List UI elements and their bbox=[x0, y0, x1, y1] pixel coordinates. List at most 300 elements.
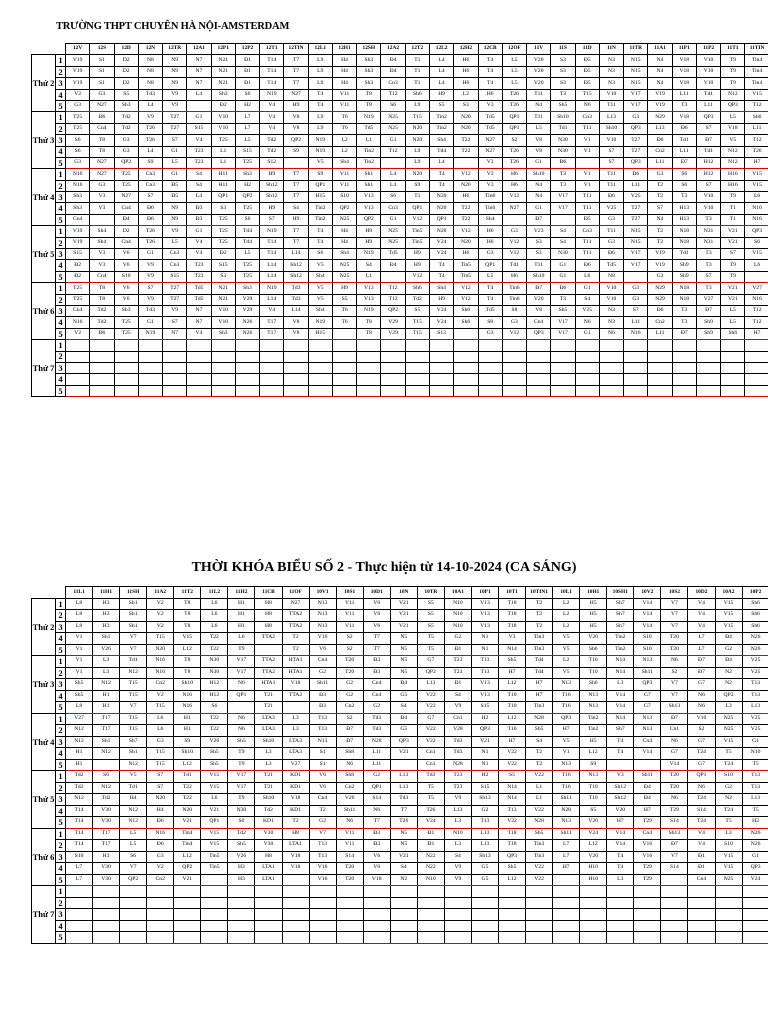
timetable-cell: Đ5 bbox=[575, 214, 599, 225]
timetable-cell bbox=[417, 920, 444, 932]
period-number: 2 bbox=[56, 237, 66, 248]
timetable-cell: L2 bbox=[553, 610, 580, 622]
timetable-cell bbox=[715, 897, 742, 909]
timetable-cell: V1 bbox=[66, 656, 93, 668]
timetable-cell: N12 bbox=[721, 89, 745, 100]
timetable-cell bbox=[454, 157, 478, 168]
timetable-cell: T5 bbox=[417, 794, 444, 806]
timetable-cell: V19 bbox=[66, 78, 90, 89]
timetable-cell bbox=[66, 886, 93, 898]
timetable-cell: L4 bbox=[381, 169, 405, 180]
timetable-cell: S7 bbox=[138, 283, 162, 294]
timetable-cell bbox=[363, 920, 390, 932]
class-header: 11S bbox=[551, 44, 575, 55]
timetable-cell: H1 bbox=[228, 610, 255, 622]
timetable-cell: V21 bbox=[721, 294, 745, 305]
timetable-cell: Tin3 bbox=[526, 702, 553, 714]
timetable-cell: Sh13 bbox=[661, 828, 688, 840]
timetable-cell: TTA2 bbox=[255, 656, 282, 668]
timetable-cell: Sh10 bbox=[174, 748, 201, 760]
timetable-cell: T16 bbox=[553, 702, 580, 714]
timetable-cell: L4 bbox=[138, 146, 162, 157]
timetable-cell bbox=[187, 340, 211, 351]
timetable-cell bbox=[93, 920, 120, 932]
timetable-cell bbox=[742, 909, 768, 921]
timetable-cell: N18 bbox=[672, 283, 696, 294]
timetable-cell: T9 bbox=[228, 644, 255, 656]
timetable-cell: V12 bbox=[502, 192, 526, 203]
timetable-cell: Tin4 bbox=[745, 78, 768, 89]
timetable-cell: V1 bbox=[575, 169, 599, 180]
timetable-cell: L3 bbox=[93, 656, 120, 668]
timetable-cell: V18 bbox=[672, 66, 696, 77]
timetable-cell: N30 bbox=[551, 135, 575, 146]
timetable-cell: T3 bbox=[551, 89, 575, 100]
timetable-cell: V11 bbox=[332, 89, 356, 100]
timetable-cell: N27 bbox=[478, 135, 502, 146]
timetable-cell: N15 bbox=[624, 55, 648, 66]
timetable-cell: V17 bbox=[624, 100, 648, 111]
timetable-cell: Sh10 bbox=[174, 679, 201, 691]
timetable-cell: V19 bbox=[648, 89, 672, 100]
timetable-cell bbox=[114, 340, 138, 351]
timetable-cell bbox=[745, 362, 768, 373]
timetable-cell: T21 bbox=[255, 782, 282, 794]
period-number: 4 bbox=[56, 203, 66, 214]
timetable-cell: Đ6 bbox=[90, 112, 114, 123]
timetable-cell: T1 bbox=[405, 192, 429, 203]
timetable-cell: T5 bbox=[742, 805, 768, 817]
timetable-cell: T14 bbox=[66, 805, 93, 817]
timetable-cell: N10 bbox=[417, 874, 444, 886]
timetable-cell: N15 bbox=[624, 66, 648, 77]
timetable-cell: V27 bbox=[745, 283, 768, 294]
timetable-cell bbox=[284, 351, 308, 362]
timetable-cell bbox=[580, 886, 607, 898]
timetable-cell: S7 bbox=[696, 180, 720, 191]
timetable-cell: Tin2 bbox=[429, 112, 453, 123]
timetable-cell bbox=[260, 340, 284, 351]
timetable-cell: S4 bbox=[444, 851, 471, 863]
day-label: Thứ 3 bbox=[32, 656, 56, 714]
timetable-cell: V12 bbox=[502, 328, 526, 339]
timetable-cell: H8 bbox=[255, 851, 282, 863]
timetable-cell: V25 bbox=[742, 667, 768, 679]
timetable-cell: Tin2 bbox=[429, 123, 453, 134]
timetable-cell bbox=[120, 886, 147, 898]
timetable-cell: Sh10 bbox=[551, 112, 575, 123]
timetable-cell: T27 bbox=[624, 146, 648, 157]
period-number: 1 bbox=[56, 340, 66, 351]
timetable-cell: V12 bbox=[454, 226, 478, 237]
timetable-cell: V3 bbox=[478, 180, 502, 191]
timetable-cell: Sh5 bbox=[228, 840, 255, 852]
timetable-cell: H1 bbox=[228, 621, 255, 633]
timetable-cell: Tin5 bbox=[454, 271, 478, 282]
timetable-cell: T7 bbox=[363, 644, 390, 656]
timetable-cell: QP1 bbox=[405, 203, 429, 214]
timetable-cell: Sh1 bbox=[120, 598, 147, 610]
timetable-cell: S4 bbox=[526, 736, 553, 748]
timetable-cell: T4 bbox=[429, 180, 453, 191]
timetable-cell bbox=[260, 385, 284, 396]
timetable-cell: S6 bbox=[235, 214, 259, 225]
timetable-cell bbox=[201, 897, 228, 909]
timetable-cell: V25 bbox=[742, 713, 768, 725]
timetable-cell: Tin5 bbox=[405, 237, 429, 248]
timetable-cell bbox=[90, 385, 114, 396]
timetable-cell: T8 bbox=[174, 667, 201, 679]
timetable-cell: Cn4 bbox=[90, 123, 114, 134]
timetable-cell: T12 bbox=[381, 294, 405, 305]
timetable-cell: N16 bbox=[745, 214, 768, 225]
timetable-cell: G3 bbox=[114, 135, 138, 146]
timetable-cell: N9 bbox=[163, 66, 187, 77]
timetable-cell bbox=[163, 362, 187, 373]
timetable-cell: V2 bbox=[147, 610, 174, 622]
timetable-cell: T8 bbox=[174, 621, 201, 633]
timetable-cell: QP1 bbox=[363, 782, 390, 794]
timetable-cell bbox=[120, 920, 147, 932]
timetable-cell: V12 bbox=[502, 237, 526, 248]
timetable-cell: QP1 bbox=[201, 817, 228, 829]
timetable-cell: H8 bbox=[255, 598, 282, 610]
timetable-cell bbox=[309, 920, 336, 932]
timetable-cell: L1 bbox=[211, 146, 235, 157]
timetable-cell: T17 bbox=[93, 840, 120, 852]
timetable-cell: T23 bbox=[187, 260, 211, 271]
timetable-cell bbox=[66, 909, 93, 921]
timetable-cell: N20 bbox=[147, 644, 174, 656]
timetable-cell: T13 bbox=[471, 656, 498, 668]
timetable-cell: G3 bbox=[90, 89, 114, 100]
timetable-cell: D2 bbox=[114, 55, 138, 66]
timetable-cell: T4 bbox=[478, 78, 502, 89]
timetable-cell: S15 bbox=[163, 271, 187, 282]
timetable-cell bbox=[499, 909, 526, 921]
timetable-cell: H2 bbox=[471, 713, 498, 725]
timetable-cell: L2 bbox=[454, 89, 478, 100]
timetable-cell: V5 bbox=[308, 294, 332, 305]
timetable-cell: Cn3 bbox=[163, 260, 187, 271]
timetable-cell: G1 bbox=[527, 203, 551, 214]
timetable-cell: T13 bbox=[742, 771, 768, 783]
timetable-cell bbox=[471, 886, 498, 898]
timetable-cell: Đ6 bbox=[551, 157, 575, 168]
timetable-cell bbox=[553, 886, 580, 898]
timetable-cell: T9 bbox=[721, 271, 745, 282]
timetable-cell: V26 bbox=[228, 851, 255, 863]
timetable-cell: Sh13 bbox=[471, 851, 498, 863]
timetable-cell: T15 bbox=[120, 679, 147, 691]
timetable-cell: V10 bbox=[211, 112, 235, 123]
timetable-cell bbox=[575, 385, 599, 396]
class-header: 11P2 bbox=[696, 44, 720, 55]
timetable-cell: T4 bbox=[478, 283, 502, 294]
timetable-cell: N27 bbox=[478, 146, 502, 157]
timetable-cell: N27 bbox=[90, 157, 114, 168]
timetable-cell: H13 bbox=[672, 203, 696, 214]
timetable-cell: V10 bbox=[211, 305, 235, 316]
timetable-cell: Sh3 bbox=[357, 55, 381, 66]
timetable-cell bbox=[553, 909, 580, 921]
timetable-cell bbox=[357, 385, 381, 396]
timetable-cell: N25 bbox=[715, 725, 742, 737]
class-header: 10TIN1 bbox=[526, 587, 553, 599]
timetable-cell: V4 bbox=[187, 135, 211, 146]
period-number: 3 bbox=[56, 249, 66, 260]
timetable-cell: T6 bbox=[332, 112, 356, 123]
timetable-cell: L2 bbox=[332, 135, 356, 146]
timetable-cell: N26 bbox=[235, 317, 259, 328]
timetable-cell: QP3 bbox=[696, 112, 720, 123]
timetable-cell: V21 bbox=[390, 621, 417, 633]
timetable-cell: H7 bbox=[634, 805, 661, 817]
timetable-cell bbox=[174, 897, 201, 909]
timetable-cell: Cn1 bbox=[444, 713, 471, 725]
timetable-cell: T7 bbox=[284, 66, 308, 77]
timetable-cell: S3 bbox=[551, 78, 575, 89]
timetable-cell: H11 bbox=[211, 180, 235, 191]
timetable-cell: Sh12 bbox=[607, 782, 634, 794]
timetable-cell bbox=[607, 897, 634, 909]
timetable-cell bbox=[417, 886, 444, 898]
timetable-cell: Sh5 bbox=[551, 305, 575, 316]
timetable-cell: S5 bbox=[429, 100, 453, 111]
timetable-cell: Td5 bbox=[187, 283, 211, 294]
timetable-cell: V15 bbox=[715, 598, 742, 610]
timetable-cell: T15 bbox=[120, 713, 147, 725]
timetable-cell: N26 bbox=[235, 328, 259, 339]
timetable-cell bbox=[742, 932, 768, 944]
class-header: 12T2 bbox=[405, 44, 429, 55]
timetable-cell: L13 bbox=[648, 123, 672, 134]
timetable-cell: T5 bbox=[715, 748, 742, 760]
timetable-cell: T25 bbox=[114, 328, 138, 339]
timetable-cell bbox=[624, 362, 648, 373]
period-number: 1 bbox=[56, 598, 66, 610]
timetable-cell: T11 bbox=[527, 112, 551, 123]
timetable-cell: S7 bbox=[599, 146, 623, 157]
timetable-cell: H6 bbox=[478, 89, 502, 100]
timetable-cell bbox=[66, 932, 93, 944]
timetable-cell: H10 bbox=[580, 874, 607, 886]
timetable-cell: T20 bbox=[336, 874, 363, 886]
timetable-cell: L11 bbox=[648, 157, 672, 168]
timetable-cell: QP3 bbox=[527, 328, 551, 339]
timetable-cell bbox=[211, 340, 235, 351]
class-header: 10D2 bbox=[688, 587, 715, 599]
timetable-cell: V17 bbox=[551, 328, 575, 339]
class-header: 10P1 bbox=[471, 587, 498, 599]
school-name: TRƯỜNG THPT CHUYÊN HÀ NỘI-AMSTERDAM bbox=[56, 21, 290, 32]
timetable-cell: V22 bbox=[499, 759, 526, 771]
timetable-cell: N6 bbox=[228, 725, 255, 737]
timetable-cell: T7 bbox=[284, 55, 308, 66]
timetable-cell: Sh12 bbox=[284, 260, 308, 271]
timetable-cell: Đ4 bbox=[114, 214, 138, 225]
timetable-cell: V9 bbox=[444, 863, 471, 875]
timetable-cell: Đ6 bbox=[138, 203, 162, 214]
timetable-cell: V1 bbox=[575, 135, 599, 146]
timetable-cell: H1 bbox=[174, 725, 201, 737]
timetable-cell: T24 bbox=[688, 817, 715, 829]
timetable-cell: Đ3 bbox=[309, 690, 336, 702]
timetable-cell: N5 bbox=[390, 644, 417, 656]
timetable-cell bbox=[390, 920, 417, 932]
timetable-cell: Đ6 bbox=[138, 214, 162, 225]
timetable-cell: L8 bbox=[66, 598, 93, 610]
timetable-cell: T22 bbox=[201, 633, 228, 645]
timetable-cell: N12 bbox=[93, 782, 120, 794]
timetable-cell: N28 bbox=[526, 713, 553, 725]
timetable-cell bbox=[527, 362, 551, 373]
period-number: 1 bbox=[56, 886, 66, 898]
timetable-cell: N19 bbox=[357, 305, 381, 316]
timetable-cell: QP2 bbox=[174, 863, 201, 875]
timetable-cell: V1 bbox=[66, 644, 93, 656]
timetable-cell: L1 bbox=[526, 782, 553, 794]
class-header: 11H2 bbox=[228, 587, 255, 599]
period-number: 5 bbox=[56, 817, 66, 829]
period-number: 2 bbox=[56, 180, 66, 191]
timetable-cell: S9 bbox=[138, 157, 162, 168]
period-number: 4 bbox=[56, 748, 66, 760]
timetable-cell: T20 bbox=[661, 644, 688, 656]
timetable-cell: L9 bbox=[308, 55, 332, 66]
timetable-cell: H4 bbox=[332, 78, 356, 89]
timetable-cell: Sh4 bbox=[429, 283, 453, 294]
timetable-cell: QP3 bbox=[721, 100, 745, 111]
timetable-cell: V20 bbox=[527, 55, 551, 66]
timetable-cell: V27 bbox=[66, 713, 93, 725]
timetable-cell: V17 bbox=[624, 260, 648, 271]
timetable-cell bbox=[648, 351, 672, 362]
timetable-cell: V9 bbox=[444, 874, 471, 886]
timetable-cell bbox=[163, 351, 187, 362]
timetable-cell: N6 bbox=[575, 100, 599, 111]
period-number: 3 bbox=[56, 362, 66, 373]
timetable-cell: T10 bbox=[580, 794, 607, 806]
timetable-cell: Đ2 bbox=[211, 100, 235, 111]
class-header: 11T1 bbox=[721, 44, 745, 55]
timetable-cell: QP1 bbox=[308, 180, 332, 191]
timetable-cell: V19 bbox=[66, 237, 90, 248]
timetable-cell: V4 bbox=[688, 610, 715, 622]
timetable-cell: S7 bbox=[624, 305, 648, 316]
timetable-cell: V30 bbox=[255, 840, 282, 852]
timetable-cell bbox=[580, 897, 607, 909]
period-number: 3 bbox=[56, 192, 66, 203]
timetable-cell bbox=[742, 886, 768, 898]
timetable-cell: Cn2 bbox=[147, 679, 174, 691]
timetable-cell: V20 bbox=[607, 805, 634, 817]
timetable-cell: QP3 bbox=[624, 157, 648, 168]
timetable-cell: N18 bbox=[672, 226, 696, 237]
timetable-cell: S7 bbox=[163, 317, 187, 328]
timetable-cell: V7 bbox=[120, 644, 147, 656]
timetable-cell bbox=[174, 909, 201, 921]
timetable-cell bbox=[211, 362, 235, 373]
timetable-cell: T13 bbox=[309, 725, 336, 737]
timetable-cell: Cn4 bbox=[688, 874, 715, 886]
timetable-cell: H1 bbox=[228, 598, 255, 610]
timetable-cell: L13 bbox=[390, 771, 417, 783]
timetable-cell: S6 bbox=[308, 249, 332, 260]
timetable-cell: V9 bbox=[163, 305, 187, 316]
timetable-cell: L3 bbox=[93, 667, 120, 679]
timetable-cell: T7 bbox=[284, 192, 308, 203]
timetable-cell: L3 bbox=[715, 828, 742, 840]
period-number: 3 bbox=[56, 621, 66, 633]
timetable-cell: Đ7 bbox=[696, 305, 720, 316]
timetable-cell: Sh13 bbox=[471, 794, 498, 806]
timetable-cell: TTA2 bbox=[282, 610, 309, 622]
timetable-cell: N28 bbox=[363, 736, 390, 748]
timetable-cell: N10 bbox=[444, 828, 471, 840]
timetable-cell: T15 bbox=[120, 725, 147, 737]
timetable-cell: L3 bbox=[607, 874, 634, 886]
timetable-cell: L11 bbox=[648, 328, 672, 339]
timetable-cell: Đ4 bbox=[390, 713, 417, 725]
timetable-cell: T13 bbox=[742, 690, 768, 702]
timetable-cell bbox=[454, 362, 478, 373]
timetable-cell: V8 bbox=[527, 135, 551, 146]
timetable-cell: T4 bbox=[308, 100, 332, 111]
timetable-cell: V14 bbox=[661, 759, 688, 771]
timetable-cell: T25 bbox=[66, 123, 90, 134]
timetable-cell: L6 bbox=[147, 725, 174, 737]
timetable-cell: T8 bbox=[357, 328, 381, 339]
timetable-cell bbox=[381, 362, 405, 373]
timetable-cell: V17 bbox=[624, 89, 648, 100]
timetable-cell: S7 bbox=[147, 782, 174, 794]
timetable-cell bbox=[363, 886, 390, 898]
timetable-cell: T14 bbox=[260, 78, 284, 89]
timetable-cell bbox=[502, 351, 526, 362]
timetable-cell: Td2 bbox=[90, 317, 114, 328]
timetable-cell: T15 bbox=[120, 690, 147, 702]
timetable-cell: V5 bbox=[553, 667, 580, 679]
timetable-cell: V19 bbox=[66, 226, 90, 237]
timetable-cell: T6 bbox=[332, 317, 356, 328]
timetable-cell: V30 bbox=[93, 817, 120, 829]
timetable-cell: Td5 bbox=[478, 123, 502, 134]
period-number: 1 bbox=[56, 656, 66, 668]
timetable-cell: T17 bbox=[260, 317, 284, 328]
timetable-cell bbox=[721, 374, 745, 385]
timetable-cell bbox=[282, 932, 309, 944]
timetable-cell: T20 bbox=[336, 863, 363, 875]
timetable-cell bbox=[336, 909, 363, 921]
timetable-cell: Đ3 bbox=[363, 667, 390, 679]
timetable-cell bbox=[429, 374, 453, 385]
timetable-cell: Td2 bbox=[93, 794, 120, 806]
timetable-cell: V15 bbox=[715, 610, 742, 622]
timetable-cell: T11 bbox=[527, 260, 551, 271]
timetable-cell: T22 bbox=[201, 644, 228, 656]
timetable-cell: V3 bbox=[478, 169, 502, 180]
timetable-cell: L5 bbox=[502, 78, 526, 89]
timetable-cell: Sh5 bbox=[551, 100, 575, 111]
timetable-cell: N9 bbox=[163, 203, 187, 214]
timetable-cell: Cn3 bbox=[138, 169, 162, 180]
timetable-cell bbox=[429, 340, 453, 351]
timetable-cell: V15 bbox=[201, 828, 228, 840]
timetable-cell: LTA1 bbox=[255, 863, 282, 875]
timetable-cell: Sh13 bbox=[661, 702, 688, 714]
timetable-cell: Td3 bbox=[284, 283, 308, 294]
